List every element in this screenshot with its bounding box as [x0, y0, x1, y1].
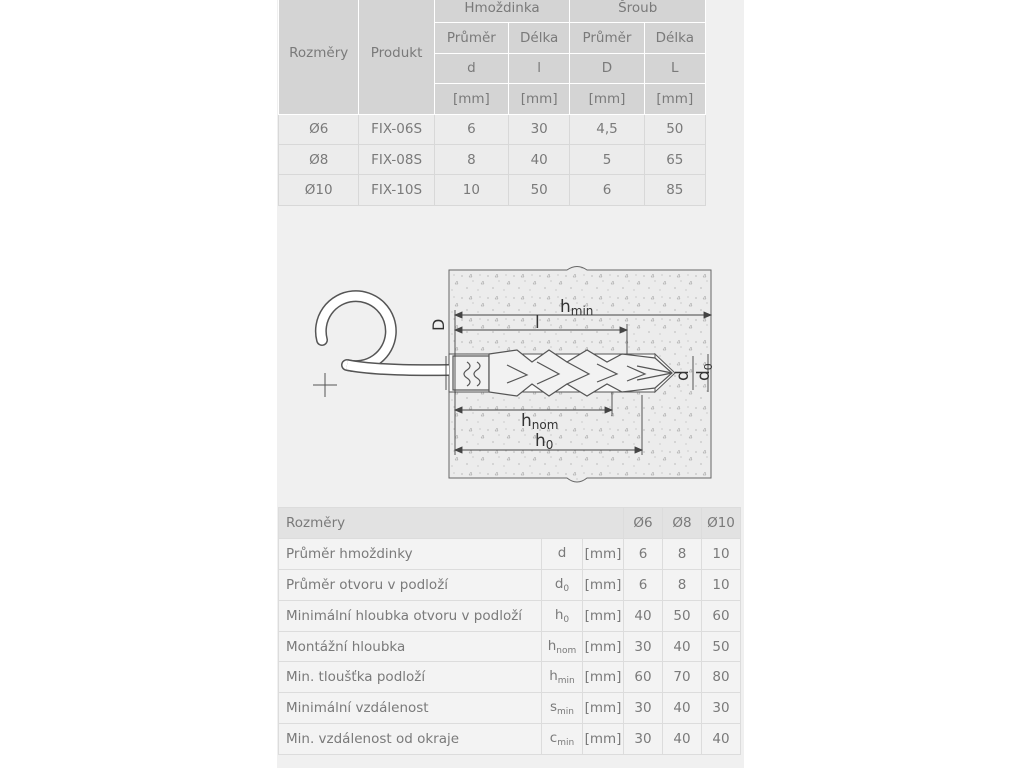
cell-L: 65 — [644, 144, 705, 174]
header-unit: [mm] — [570, 84, 644, 114]
cell-value: 6 — [624, 569, 663, 600]
row-unit: [mm] — [583, 569, 624, 600]
table-row — [279, 693, 741, 724]
header-unit: [mm] — [509, 84, 570, 114]
row-symbol: $d_0$ — [542, 569, 583, 600]
cell-value: 40 — [663, 724, 702, 755]
header-size: Ø8 — [663, 508, 702, 539]
row-label: Min. tloušťka podloží — [279, 662, 542, 693]
row-label: Průměr otvoru v podloží — [279, 569, 542, 600]
row-symbol: d — [542, 538, 583, 569]
row-symbol: $s_{min}$ — [542, 693, 583, 724]
row-unit: [mm] — [583, 538, 624, 569]
row-label: Min. vzdálenost od okraje — [279, 724, 542, 755]
label-D: D — [429, 318, 448, 331]
label-d: d — [673, 370, 693, 381]
cell-rozmer: Ø6 — [279, 114, 359, 144]
header-delka: Délka — [509, 23, 570, 53]
cell-value: 50 — [702, 631, 741, 662]
cell-rozmer: Ø8 — [279, 144, 359, 174]
header-prumer: Průměr — [570, 23, 644, 53]
row-unit: [mm] — [583, 724, 624, 755]
header-hmozdinka: Hmoždinka — [434, 0, 570, 23]
cell-value: 60 — [702, 600, 741, 631]
cell-l: 50 — [509, 175, 570, 205]
table-row — [279, 114, 706, 144]
anchor-hook-drawing — [277, 250, 744, 500]
header-delka: Délka — [644, 23, 705, 53]
header-size: Ø10 — [702, 508, 741, 539]
dimensions-table — [278, 507, 741, 755]
cell-value: 10 — [702, 538, 741, 569]
table-row — [279, 600, 741, 631]
label-hmin: hmin — [560, 297, 594, 318]
cell-d: 6 — [434, 114, 508, 144]
row-unit: [mm] — [583, 662, 624, 693]
label-l: l — [535, 313, 540, 333]
header-size: Ø6 — [624, 508, 663, 539]
cell-value: 60 — [624, 662, 663, 693]
cell-L: 50 — [644, 114, 705, 144]
label-hnom: hnom — [521, 411, 559, 432]
cell-value: 30 — [624, 693, 663, 724]
header-sroub: Šroub — [570, 0, 706, 23]
cell-value: 50 — [663, 600, 702, 631]
row-label: Minimální hloubka otvoru v podloží — [279, 600, 542, 631]
cell-produkt: FIX-06S — [359, 114, 434, 144]
cell-produkt: FIX-08S — [359, 144, 434, 174]
cell-value: 6 — [624, 538, 663, 569]
row-unit: [mm] — [583, 631, 624, 662]
cell-value: 70 — [663, 662, 702, 693]
cell-value: 40 — [624, 600, 663, 631]
cell-rozmer: Ø10 — [279, 175, 359, 205]
header-rozmery: Rozměry — [279, 508, 624, 539]
row-label: Průměr hmoždinky — [279, 538, 542, 569]
table-row — [279, 175, 706, 205]
cell-value: 40 — [663, 693, 702, 724]
label-d0: d0 — [694, 363, 715, 381]
row-unit: [mm] — [583, 693, 624, 724]
row-label: Minimální vzdálenost — [279, 693, 542, 724]
table-row — [279, 631, 741, 662]
header-produkt: Produkt — [359, 0, 434, 114]
row-symbol: $h_0$ — [542, 600, 583, 631]
cell-d: 8 — [434, 144, 508, 174]
cell-value: 30 — [702, 693, 741, 724]
header-symbol: D — [570, 53, 644, 83]
table-row — [279, 569, 741, 600]
header-prumer: Průměr — [434, 23, 508, 53]
cell-value: 8 — [663, 538, 702, 569]
table-row — [279, 724, 741, 755]
cell-produkt: FIX-10S — [359, 175, 434, 205]
header-unit: [mm] — [434, 84, 508, 114]
row-symbol: $c_{min}$ — [542, 724, 583, 755]
cell-l: 30 — [509, 114, 570, 144]
cell-D: 6 — [570, 175, 644, 205]
cell-value: 40 — [663, 631, 702, 662]
row-symbol: $h_{min}$ — [542, 662, 583, 693]
cell-value: 30 — [624, 724, 663, 755]
hook — [313, 296, 449, 397]
table-row — [279, 144, 706, 174]
table-row — [279, 662, 741, 693]
header-symbol: l — [509, 53, 570, 83]
row-label: Montážní hloubka — [279, 631, 542, 662]
cell-d: 10 — [434, 175, 508, 205]
header-symbol: L — [644, 53, 705, 83]
header-unit: [mm] — [644, 84, 705, 114]
cell-value: 80 — [702, 662, 741, 693]
row-unit: [mm] — [583, 600, 624, 631]
cell-l: 40 — [509, 144, 570, 174]
header-rozmery: Rozměry — [279, 0, 359, 114]
cell-D: 4,5 — [570, 114, 644, 144]
cell-D: 5 — [570, 144, 644, 174]
product-table — [278, 0, 706, 206]
cell-value: 40 — [702, 724, 741, 755]
cell-value: 8 — [663, 569, 702, 600]
label-h0: h0 — [535, 431, 554, 452]
cell-value: 30 — [624, 631, 663, 662]
header-symbol: d — [434, 53, 508, 83]
row-symbol: $h_{nom}$ — [542, 631, 583, 662]
table-row — [279, 538, 741, 569]
cell-value: 10 — [702, 569, 741, 600]
cell-L: 85 — [644, 175, 705, 205]
